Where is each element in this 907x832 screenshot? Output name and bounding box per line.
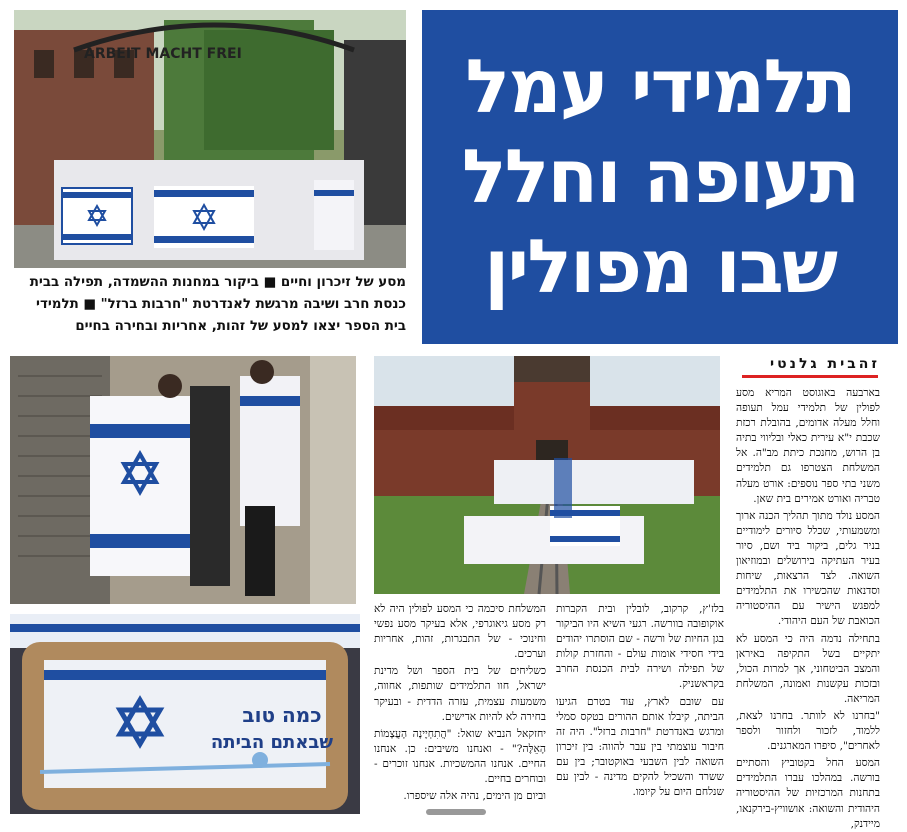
sign-text: ARBEIT MACHT FREI [84, 46, 242, 62]
photo-welcome-cake [10, 614, 360, 814]
paragraph: המשלחת סיכמה כי המסע לפולין היה לא רק מסע גיאוגרפי, אלא בעיקר מסע נפשי וחינוכי - של התבגרות, זהות, אחריות וערכים. [374, 603, 546, 661]
photo-birkenau-tracks [374, 356, 720, 594]
byline-rule [742, 375, 878, 378]
paragraph: "בחרנו לא לוותר. בחרנו לצאת, ללמוד, לזכור ולחזור ולספר לאחרים", סיפרו המארגנים. [736, 709, 880, 753]
photo-memorial-wall [10, 356, 356, 604]
paragraph: המסע החל בקטוביץ והסתיים בורשה. במהלכו עברו התלמידים בתחנות המרכזיות של ההיסטוריה היהודית והשואה: אושוויץ-בירקנאו, מיידנק, [736, 757, 880, 830]
article-column-2 [556, 602, 724, 817]
headline-box [422, 10, 898, 344]
paragraph: בארבעה באוגוסט המריא מסע לפולין של תלמידי עמל תעופה וחלל מעלה אדומים, בהובלת רכזת שכבת י"א עירית כאלי ובליווי בתיה בן הרוש, מחנכת כיתת מב"ה. אל המשלחת הצטרפו גם תלמידים משני בתי ספר נוספים: אורט מעלה טבריה ואורט אמירים בית שאן. [736, 387, 880, 505]
article-column-1 [736, 386, 880, 830]
scroll-indicator[interactable] [426, 809, 486, 815]
cake-line-1: כמה טוב [242, 703, 322, 727]
paragraph: בלז'ץ, קרקוב, לובלין ובית הקברות אוקופובה בוורשה. רגעי השיא היו הביקור בגן החיות של ורשה - שם הוסתרו יהודים בידי חסידי אומות עולם - והחזרת קולות של תפילה ושירה לבית הכנסת החרב בקראשניק. [556, 603, 724, 691]
cake-line-2: שבאתם הביתה [210, 732, 334, 753]
paragraph: בתחילה נדמה היה כי המסע לא יתקיים בשל התקיפה באיראן והמצב הביטחוני, אך למרות הכול, ובזכות עקשנות ואמונה, המשלחת המריאה. [736, 632, 880, 705]
byline: זהבית גלנטי [769, 356, 880, 372]
photo-auschwitz-gate-group [14, 10, 406, 268]
paragraph: וביום מן הימים, נהיה אלה שיספרו. [403, 790, 546, 803]
paragraph: המסע נולד מתוך תהליך הכנה ארוך ומשמעותי, שכלל סיורים לימודיים בניר גלים, ביקור ביד ושם, סיור בעיר העתיקה בירושלים ובמוזיאון השואה. לצד הרצאות, שיחות וסדנאות שהכשירו את התלמידים למפגש הישיר עם ההיסטוריה הכואבת של העם היהודי. [736, 509, 880, 628]
paragraph: יחזקאל הנביא שואל: "הֲתִחְיֶינָה הָעֲצָמוֹת הָאֵלֶּה?" - ואנחנו משיבים: כן. אנחנו החיים. אנחנו ההמשכיות. אנחנו זוכרים - ובוחרים בחיים. [374, 727, 546, 786]
article-column-3 [374, 602, 546, 817]
headline: תלמידי עמל תעופה וחלל שבו מפולין [461, 44, 859, 310]
photo-caption: מסע של זיכרון וחיים ■ ביקור במחנות ההשמדה, תפילה בבית כנסת חרב ושיבה מרגשת לאנדרטת "חרבות ברזל" ■ תלמידי בית הספר יצאו למסע של זהות, אחריות ובחירה בחיים [29, 275, 406, 334]
paragraph: עם שובם לארץ, עוד בטרם הגיעו הביתה, קיבלו אותם ההורים בטקס סמלי ומרגש באנדרטת "חרבות ברזל". היה זה חיבור עוצמתי בין עבר להווה: בין זיכרון השואה לבין השבעי באוקטובר; בין עם ששרד והשכיל להקים מדינה - לבין עם שנלחם היום על קיומו. [556, 695, 724, 799]
paragraph: כשליחים של בית הספר ושל מדינת ישראל, חוו התלמידים שותפות, אחווה, משמעות עצמית, עזרה הדדית - ובעיקר בחירה לא להיות אדישים. [374, 665, 546, 723]
